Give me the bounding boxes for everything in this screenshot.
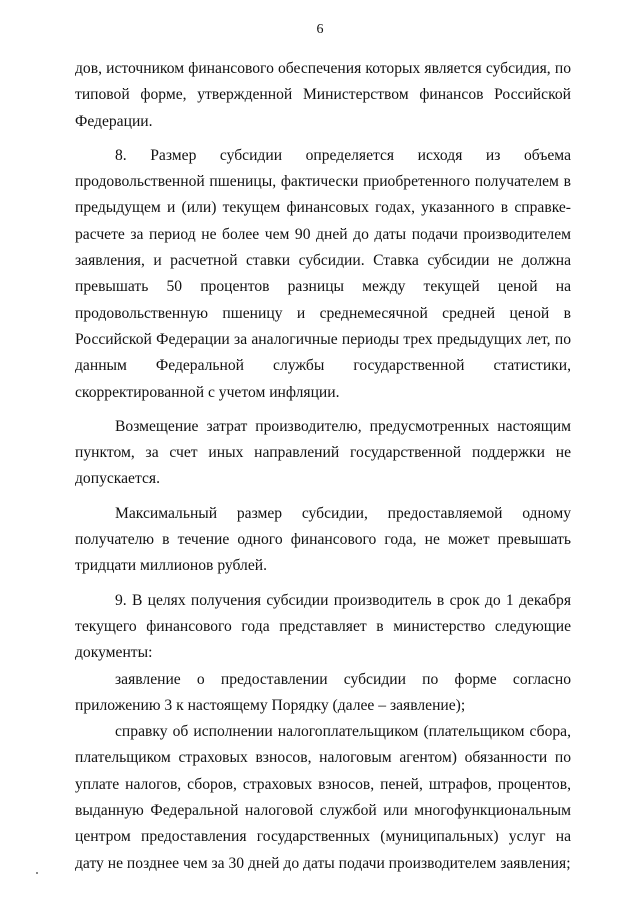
paragraph-item-9: 9. В целях получения субсидии производитель в срок до 1 декабря текущего финансового года представляет в министерство следующие документы: <box>75 591 571 662</box>
paragraph-reimbursement: Возмещение затрат производителю, предусмотренных настоящим пунктом, за счет иных направлений государственной поддержки не допускается. <box>75 417 571 488</box>
paragraph-tax-certificate: справку об исполнении налогоплательщиком (плательщиком сбора, плательщиком страховых взносов, налоговым агентом) обязанности по уплате налогов, сборов, страховых взносов, пеней, штрафов, процентов, выданную Федеральной налоговой службой или многофункциональным центром предоставления государственных (муниципальных) услуг на дату не позднее чем за 30 дней до даты подачи производителем заявления; <box>75 723 571 872</box>
document-body <box>75 56 571 877</box>
scan-speck <box>36 872 38 874</box>
paragraph-max-amount: Максимальный размер субсидии, предоставляемой одному получателю в течение одного финансового года, не может превышать тридцати миллионов рублей. <box>75 504 571 575</box>
paragraph-continuation: дов, источником финансового обеспечения которых является субсидия, по типовой форме, утвержденной Министерством финансов Российской Федерации. <box>75 60 571 130</box>
paragraph-application: заявление о предоставлении субсидии по форме согласно приложению 3 к настоящему Порядку (далее – заявление); <box>75 670 571 714</box>
paragraph-item-8: 8. Размер субсидии определяется исходя из объема продовольственной пшеницы, фактически приобретенного получателем в предыдущем и (или) текущем финансовых годах, указанного в справке-расчете за период не более чем 90 дней до даты подачи производителем заявления, и расчетной ставки субсидии. Ставка субсидии не должна превышать 50 процентов разницы между текущей ценой на продовольственную пшеницу и среднемесячной средней ценой в Российской Федерации за аналогичные периоды трех предыдущих лет, по данным Федеральной службы государственной статистики, скорректированной с учетом инфляции. <box>75 146 571 401</box>
page-number: 6 <box>316 22 324 37</box>
